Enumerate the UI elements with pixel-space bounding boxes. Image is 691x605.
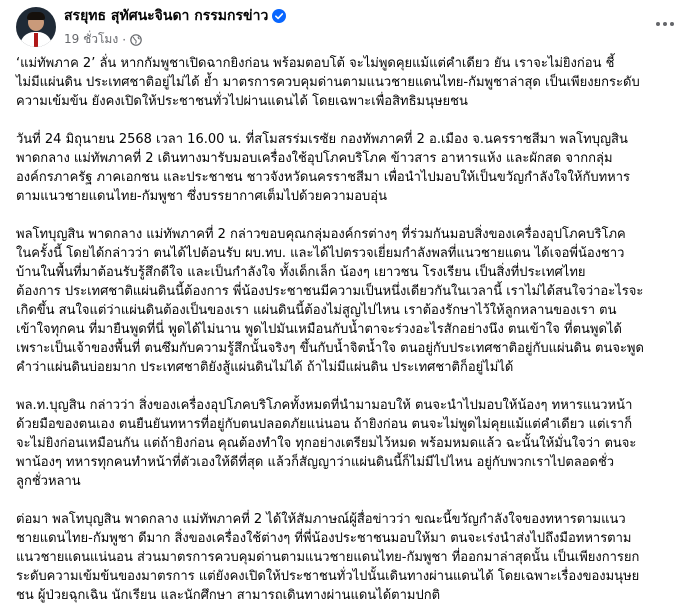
avatar-hair (27, 12, 45, 20)
post-subline (64, 30, 286, 49)
post-paragraph-headline: ‘แม่ทัพภาค 2’ ลั่น หากกัมพูชาเปิดฉากยิงก่อน พร้อมตอบโต้ จะไม่พูดคุยแม้แต่คำเดียว ยัน เราจะไม่ยิงก่อน ชี้ ไม่มีแผ่นดิน ประเทศชาติอยู่ไม่ได้ ย้ำ มาตรการควบคุมด่านตามแนวชายแดนไทย-กัมพูชาล่าสุด เป็นเพียงยกระดับ ความเข้มข้น ยังคงเปิดให้ประชาชนทั่วไปผ่านแดนได้ โดยเฉพาะเพื่อสิทธิมนุษยชน (16, 56, 640, 109)
more-options-icon[interactable] (651, 12, 679, 36)
post-paragraph: พล.ท.บุญสิน กล่าวว่า สิ่งของเครื่องอุปโภคบริโภคทั้งหมดที่นำมามอบให้ ตนจะนำไปมอบให้น้องๆ ทหารแนวหน้า ด้วยมือของตนเอง ตนยืนยันทหารที่อยู่กับตนปลอดภัยแน่นอน ถ้ายิงก่อน ตนจะไม่พูดไม่คุยแม้แต่คำเดียว แต่เราก็ จะไม่ยิงก่อนเหมือนกัน แต่ถ้ายิงก่อน คุณต้องทำใจ ทุกอย่างเตรียมไว้หมด พร้อมหมดแล้ว ฉะนั้นให้มั่นใจว่า ตนจะ พาน้องๆ ทหารทุกคนทำหน้าที่ตัวเองให้ดีที่สุด แล้วก็สัญญาว่าแผ่นดินนี้ก็ไม่มีไปไหน อยู่กับพวกเราไปตลอดชั่ว ลูกชั่วหลาน (16, 398, 637, 489)
post-body (16, 54, 675, 605)
post-paragraph: วันที่ 24 มิถุนายน 2568 เวลา 16.00 น. ที่สโมสรร่มเรซัย กองทัพภาคที่ 2 อ.เมือง จ.นครราชสีมา พลโทบุญสิน พาดกลาง แม่ทัพภาคที่ 2 เดินทางมารับมอบเครื่องใช้อุปโภคบริโภค ข้าวสาร อาหารแห้ง และผักสด จากกลุ่ม องค์กรภาครัฐ ภาคเอกชน และประชาชน ชาวจังหวัดนครราชสีมา เพื่อนำไปมอบให้เป็นขวัญกำลังใจให้กับทหาร ตามแนวชายแดนไทย-กัมพูชา ซึ่งบรรยากาศเต็มไปด้วยความอบอุ่น (16, 132, 631, 204)
author-avatar[interactable] (16, 7, 56, 47)
post-paragraph: ต่อมา พลโทบุญสิน พาดกลาง แม่ทัพภาคที่ 2 ได้ให้สัมภาษณ์ผู้สื่อข่าวว่า ขณะนี้ขวัญกำลังใจของทหารตามแนว ชายแดนไทย-กัมพูชา ดีมาก สิ่งของเครื่องใช้ต่างๆ ที่พี่น้องประชาชนมอบให้มา ตนจะเร่งนำส่งไปถึงมือทหารตาม แนวชายแดนแน่นอน ส่วนมาตรการควบคุมด่านตามแนวชายแดนไทย-กัมพูชา ที่ออกมาล่าสุดนั้น เป็นเพียงการยก ระดับความเข้มข้นของมาตรการ แต่ยังคงเปิดให้ประชาชนทั่วไปนั้นเดินทางผ่านแดนได้ โดยเฉพาะเรื่องของมนุษย ชน ผู้ป่วยฉุกเฉิน นักเรียน และนักศึกษา สามารถเดินทางผ่านแดนได้ตามปกติ (16, 512, 640, 603)
author-row (64, 5, 286, 27)
author-name[interactable]: สรยุทธ สุทัศนะจินดา กรรมกรข่าว (64, 8, 269, 24)
separator-dot: · (122, 32, 127, 47)
post-meta (64, 5, 286, 49)
post-header (16, 0, 675, 52)
post-timestamp[interactable]: 19 ชั่วโมง (64, 32, 119, 46)
globe-icon[interactable] (130, 34, 142, 46)
avatar-tie (34, 33, 38, 47)
verified-badge-icon (272, 9, 286, 23)
post-paragraph: พลโทบุญสิน พาดกลาง แม่ทัพภาคที่ 2 กล่าวขอบคุณกลุ่มองค์กรต่างๆ ที่ร่วมกันมอบสิ่งของเครื่องอุปโภคบริโภค ในครั้งนี้ โดยได้กล่าวว่า ตนได้ไปต้อนรับ ผบ.ทบ. และได้ไปตรวจเยี่ยมกำลังพลที่แนวชายแดน ได้เจอพี่น้องชาว บ้านในพื้นที่มาต้อนรับรู้สึกดีใจ และเป็นกำลังใจ ทั้งเด็กเล็ก น้องๆ เยาวชน โรงเรียน เป็นสิ่งที่ประเทศไทย ต้องการ ประเทศชาติแผ่นดินนี้ต้องการ พี่น้องประชาชนมีความเป็นหนึ่งเดียวกันในเวลานี้ เราไม่ได้สนใจว่าอะไรจะ เกิดขึ้น สนใจแต่ว่าแผ่นดินต้องเป็นของเรา แผ่นดินนี้ต้องไม่สูญไปไหน เราต้องรักษาไว้ให้ลูกหลานของเรา ตน เข้าใจทุกคน ที่มายืนพูดที่นี่ พูดได้ไม่นาน พูดไปมันเหมือนกับน้ำตาจะร่วงอะไรสักอย่างนึง ตนเข้าใจ ที่ตนพูดได้ เพราะเป็นเจ้าของพื้นที่ ตนซึมกับความรู้สึกนั้นจริงๆ ขึ้นกับน้ำจิตน้ำใจ ตนอยู่กับประเทศชาติอยู่กับแผ่นดิน ตนจะพูด คำว่าแผ่นดินบ่อยมาก ประเทศชาติยังสู้แผ่นดินไม่ได้ ถ้าไม่มีแผ่นดิน ประเทศชาติก็อยู่ไม่ได้ (16, 227, 644, 375)
